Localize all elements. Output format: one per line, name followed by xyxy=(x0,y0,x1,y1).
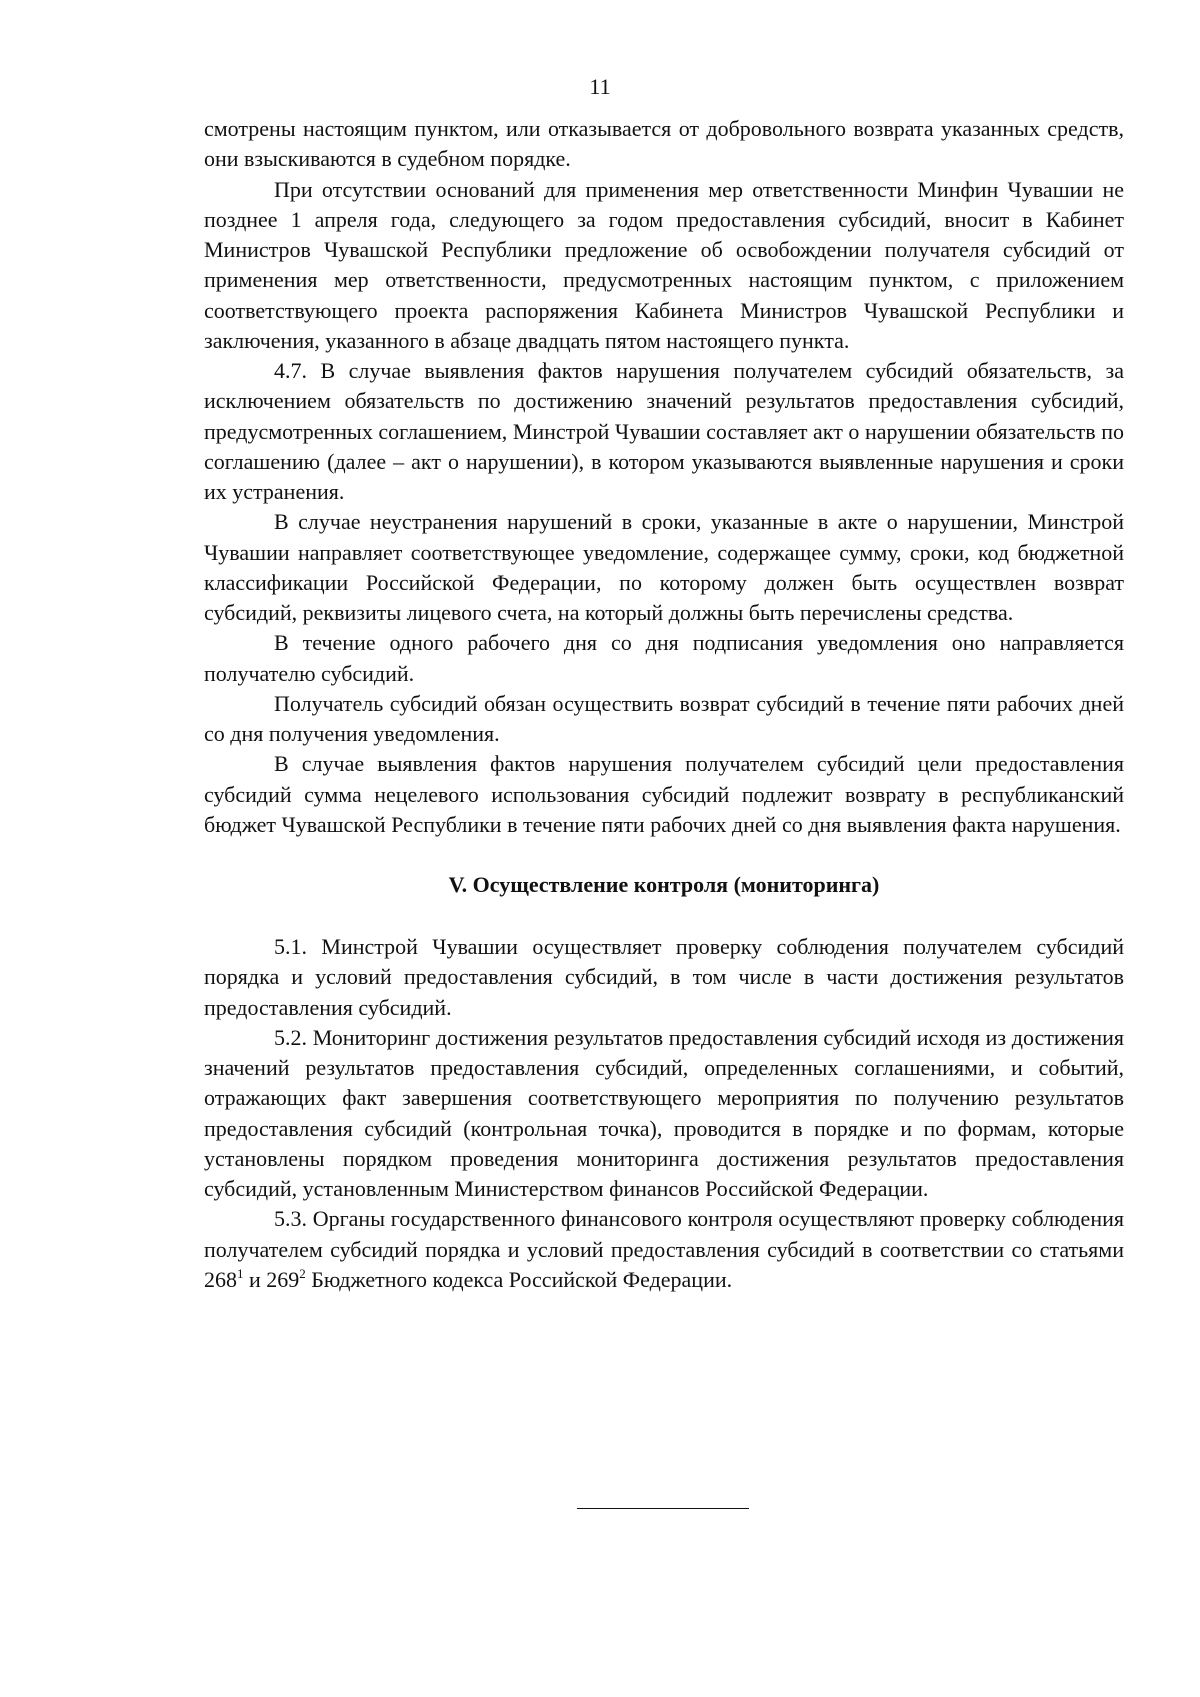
paragraph-5-3 xyxy=(204,1204,1124,1295)
paragraph: В случае неустранения нарушений в сроки, указанные в акте о нарушении, Минстрой Чувашии направляет соответствующее уведомление, содержащее сумму, сроки, код бюджетной классификации Российской Федерации, по которому должен быть осуществлен возврат субсидий, реквизиты лицевого счета, на который должны быть перечислены средства. xyxy=(204,509,1124,625)
footnote-superscript: 2 xyxy=(299,1265,306,1281)
section-heading: V. Осуществление контроля (мониторинга) xyxy=(448,872,880,897)
paragraph-5-3-text-part2: и 269 xyxy=(243,1266,300,1292)
paragraph: Получатель субсидий обязан осуществить возврат субсидий в течение пяти рабочих дней со дня получения уведомления. xyxy=(204,690,1124,746)
end-divider-line xyxy=(577,1508,749,1509)
paragraph-5-2: 5.2. Мониторинг достижения результатов предоставления субсидий исходя из достижения значений результатов предоставления субсидий, определенных соглашениями, и событий, отражающих факт завершения соответствующего мероприятия по получению результатов предоставления субсидий (контрольная точка), проводится в порядке и по формам, которые установлены порядком проведения мониторинга достижения результатов предоставления субсидий, установленным Министерством финансов Российской Федерации. xyxy=(204,1024,1124,1201)
paragraph-4-7: 4.7. В случае выявления фактов нарушения получателем субсидий обязательств, за исключением обязательств по достижению значений результатов предоставления субсидий, предусмотренных соглашением, Минстрой Чувашии составляет акт о нарушении обязательств по соглашению (далее – акт о нарушении), в котором указываются выявленные нарушения и сроки их устранения. xyxy=(204,358,1124,504)
paragraph: При отсутствии оснований для применения мер ответственности Минфин Чувашии не позднее 1 апреля года, следующего за годом предоставления субсидий, вносит в Кабинет Министров Чувашской Республики предложение об освобождении получателя субсидий от применения мер ответственности, предусмотренных настоящим пунктом, с приложением соответствующего проекта распоряжения Кабинета Министров Чувашской Республики и заключения, указанного в абзаце двадцать пятом настоящего пункта. xyxy=(204,176,1124,353)
paragraph-5-3-text-part1: 5.3. Органы государственного финансового контроля осуществляют проверку соблюдения получателем субсидий порядка и условий предоставления субсидий в соответствии со статьями 268 xyxy=(204,1206,1124,1292)
paragraph-5-1: 5.1. Минстрой Чувашии осуществляет проверку соблюдения получателем субсидий порядка и условий предоставления субсидий, в том числе в части достижения результатов предоставления субсидий. xyxy=(204,934,1124,1020)
paragraph-5-3-text-part3: Бюджетного кодекса Российской Федерации. xyxy=(305,1266,733,1292)
paragraph: В случае выявления фактов нарушения получателем субсидий цели предоставления субсидий сумма нецелевого использования субсидий подлежит возврату в республиканский бюджет Чувашской Республики в течение пяти рабочих дней со дня выявления факта нарушения. xyxy=(204,751,1124,837)
page-number: 11 xyxy=(589,74,611,99)
paragraph: В течение одного рабочего дня со дня подписания уведомления оно направляется получателю субсидий. xyxy=(204,630,1124,686)
document-body xyxy=(204,114,1124,1295)
paragraph: смотрены настоящим пунктом, или отказывается от добровольного возврата указанных средств, они взыскиваются в судебном порядке. xyxy=(204,116,1124,172)
footnote-superscript: 1 xyxy=(237,1265,244,1281)
